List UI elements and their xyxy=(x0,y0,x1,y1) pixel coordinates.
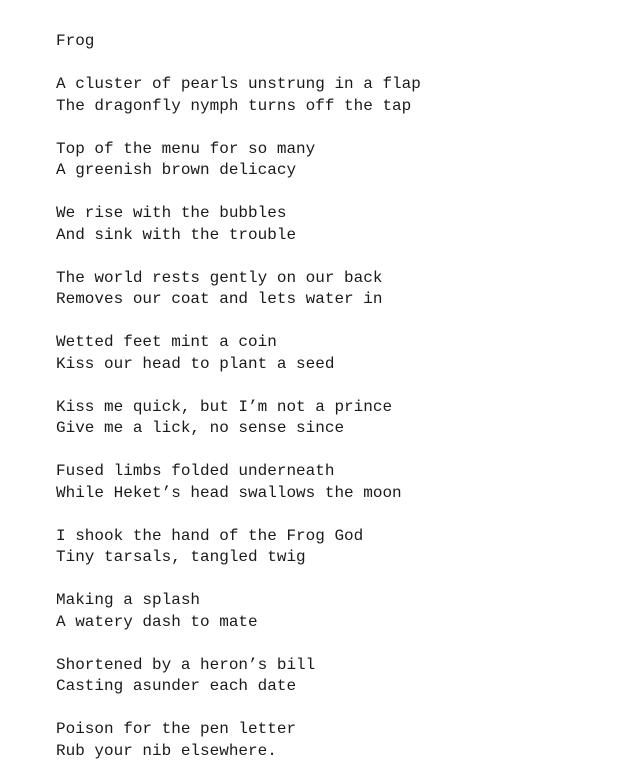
poem-line: Top of the menu for so many xyxy=(56,139,316,158)
poem-line: A cluster of pearls unstrung in a flap xyxy=(56,75,421,93)
stanza-6 xyxy=(56,397,616,440)
poem-line: I shook the hand of the Frog God xyxy=(56,526,364,545)
poem-line: While Heket’s head swallows the moon xyxy=(56,483,402,502)
poem-line: Wetted feet mint a coin xyxy=(56,333,277,351)
stanza-2 xyxy=(56,139,616,182)
poem-line: And sink with the trouble xyxy=(56,225,297,244)
poem-line: A watery dash to mate xyxy=(56,612,258,631)
stanza-4 xyxy=(56,268,616,311)
poem-line: Casting asunder each date xyxy=(56,677,297,695)
poem-line: The dragonfly nymph turns off the tap xyxy=(56,96,412,115)
poem-line: Poison for the pen letter xyxy=(56,720,297,738)
stanza-1 xyxy=(56,74,616,117)
poem-line: We rise with the bubbles xyxy=(56,204,287,222)
poem-line: Making a splash xyxy=(56,591,201,609)
poem-title: Frog xyxy=(56,32,95,50)
stanza-7 xyxy=(56,461,616,504)
stanza-10 xyxy=(56,655,616,698)
poem-line: Tiny tarsals, tangled twig xyxy=(56,548,306,566)
stanza-5 xyxy=(56,332,616,375)
stanza-8 xyxy=(56,526,616,569)
poem-page xyxy=(56,31,616,762)
stanza-3 xyxy=(56,203,616,246)
poem-line: Removes our coat and lets water in xyxy=(56,290,383,308)
poem-line: Kiss our head to plant a seed xyxy=(56,354,335,373)
poem-line: Shortened by a heron’s bill xyxy=(56,655,316,674)
poem-line: Rub your nib elsewhere. xyxy=(56,741,277,760)
poem-line: Give me a lick, no sense since xyxy=(56,419,345,437)
poem-line: Fused limbs folded underneath xyxy=(56,462,335,480)
poem-line: A greenish brown delicacy xyxy=(56,161,297,179)
stanza-11 xyxy=(56,719,616,762)
poem-line: Kiss me quick, but I’m not a prince xyxy=(56,397,393,416)
poem-line: The world rests gently on our back xyxy=(56,268,383,287)
stanza-9 xyxy=(56,590,616,633)
